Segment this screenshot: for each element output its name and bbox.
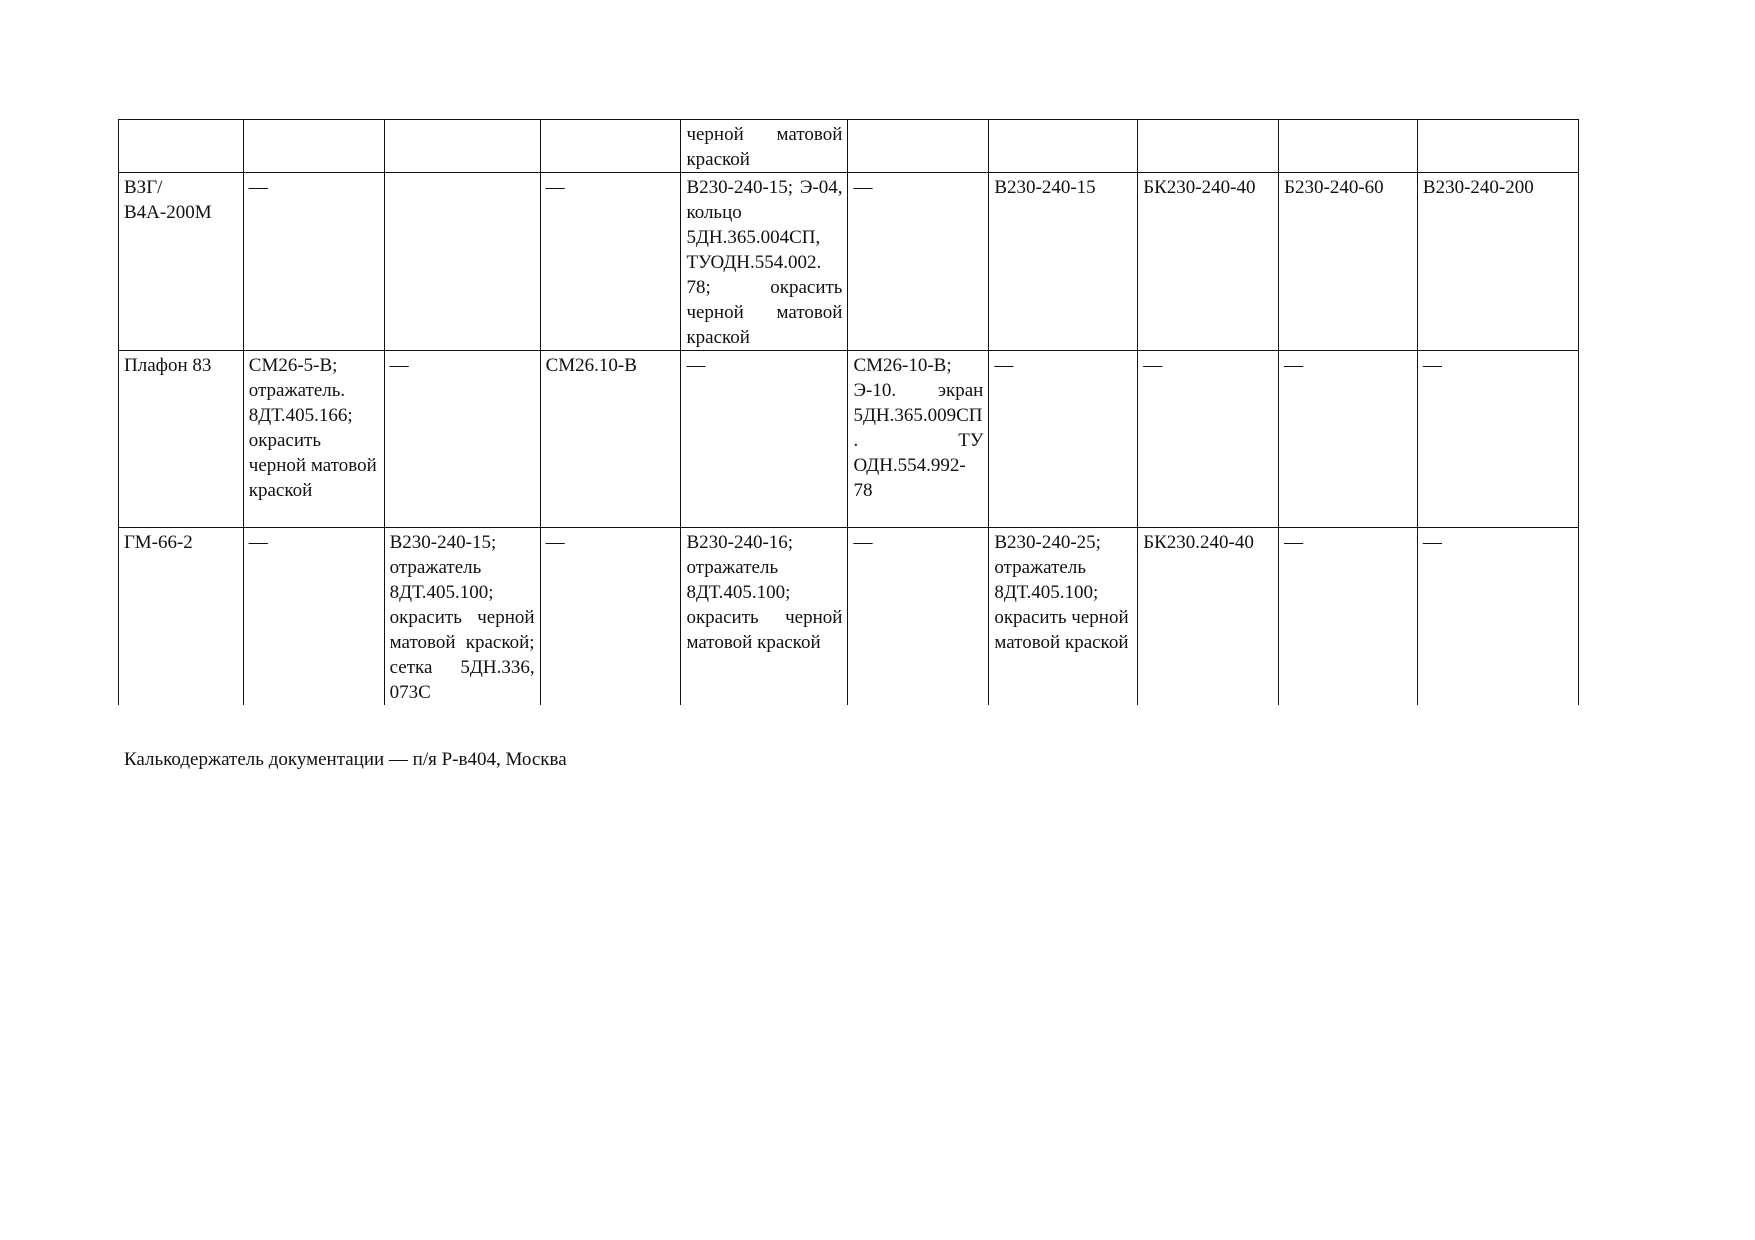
table-cell: — [681,351,848,528]
table-cell [384,173,540,351]
table-row [119,120,1579,173]
table-cell: ВЗГ/В4А-200М [119,173,244,351]
table-row [119,173,1579,351]
table-cell [1279,120,1418,173]
table-cell [119,120,244,173]
table-cell: Плафон 83 [119,351,244,528]
table-cell [384,120,540,173]
table-cell: — [848,528,989,706]
table-cell: — [848,173,989,351]
table-row [119,528,1579,706]
table-cell: — [1138,351,1279,528]
table-cell: — [540,528,681,706]
table-cell: — [243,173,384,351]
table-cell: — [243,528,384,706]
table-cell: В230-240-15; отражатель 8ДТ.405.100; окрасить черной матовой краской; сетка 5ДН.336, 073С [384,528,540,706]
table-cell: СМ26-5-В; отражатель. 8ДТ.405.166; окрасить черной матовой краской [243,351,384,528]
table-cell [1417,120,1578,173]
table-cell: СМ26.10-В [540,351,681,528]
table-cell: В230-240-15 [989,173,1138,351]
table-cell: БК230.240-40 [1138,528,1279,706]
table-cell: черной матовой краской [681,120,848,173]
table-cell: — [1417,351,1578,528]
table-cell: В230-240-16; отражатель 8ДТ.405.100; окрасить черной матовой краской [681,528,848,706]
lamp-spec-table [118,119,1579,705]
table-cell: БК230-240-40 [1138,173,1279,351]
table-cell: В230-240-15; Э-04, кольцо 5ДН.365.004СП, ТУОДН.554.002. 78; окрасить черной матовой краской [681,173,848,351]
table-cell [1138,120,1279,173]
table-cell: — [1279,528,1418,706]
table-cell: — [989,351,1138,528]
table-cell: СМ26-10-В; Э-10. экран 5ДН.365.009СП. ТУ ОДН.554.992-78 [848,351,989,528]
document-holder-note: Калькодержатель документации — п/я Р-в404, Москва [124,749,567,770]
table-row [119,351,1579,528]
table-cell: — [384,351,540,528]
table-cell: — [1417,528,1578,706]
table-cell [243,120,384,173]
table-cell: В230-240-200 [1417,173,1578,351]
table-cell [848,120,989,173]
table-cell: Б230-240-60 [1279,173,1418,351]
table-cell: В230-240-25; отражатель 8ДТ.405.100; окрасить черной матовой краской [989,528,1138,706]
table-cell: ГМ-66-2 [119,528,244,706]
table-cell: — [540,173,681,351]
table-cell [989,120,1138,173]
table-cell [540,120,681,173]
table-cell: — [1279,351,1418,528]
